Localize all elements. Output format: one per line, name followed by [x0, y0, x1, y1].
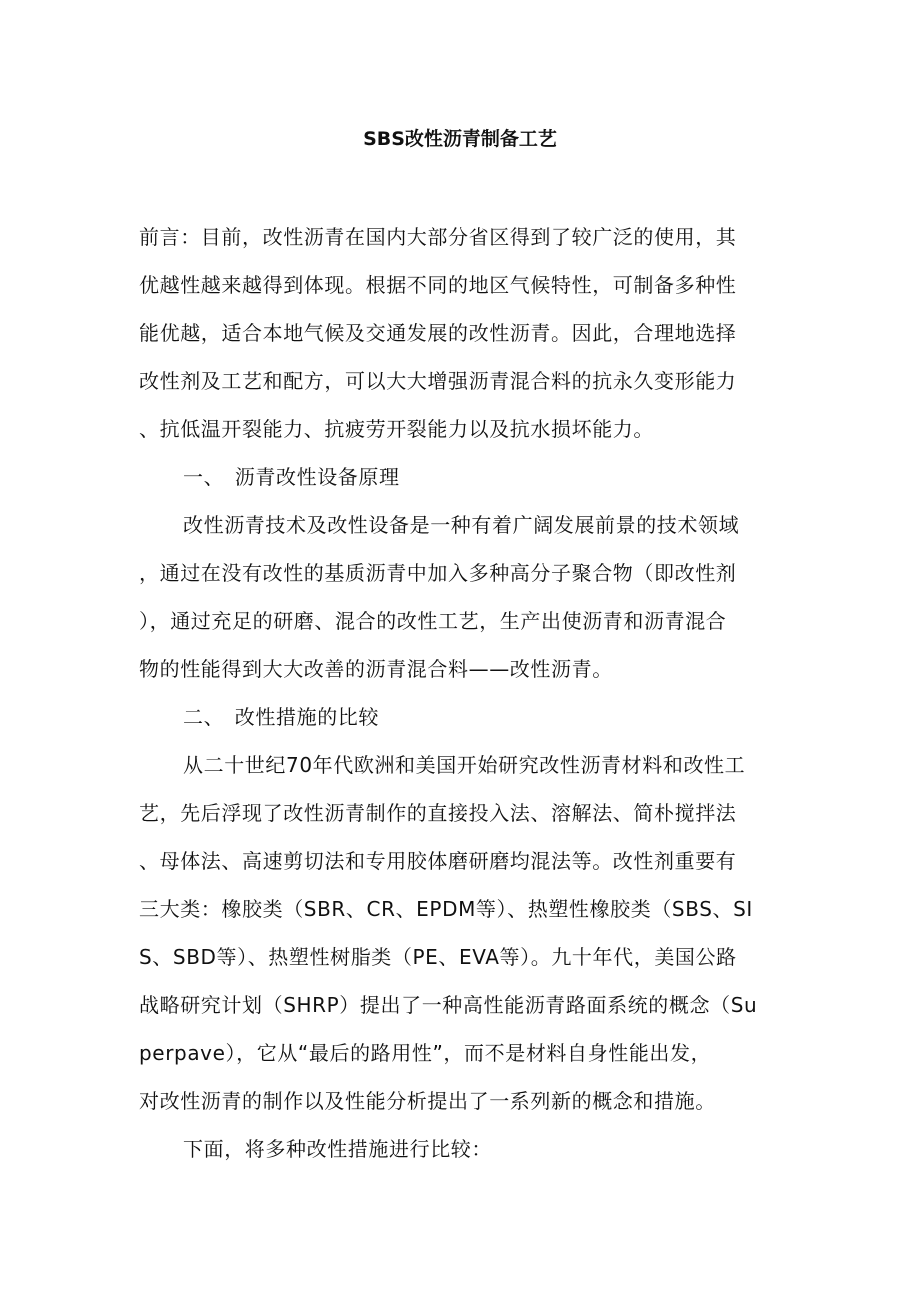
text-line: 、母体法、高速剪切法和专用胶体磨研磨均混法等。改性剂重要有 — [139, 849, 737, 873]
text-line: ），通过充足的研磨、混合的改性工艺，生产出使沥青和沥青混合 — [139, 609, 727, 633]
section-heading: 二、 改性措施的比较 — [183, 705, 379, 729]
document-title: SBS改性沥青制备工艺 — [363, 128, 557, 150]
text-line: ，通过在没有改性的基质沥青中加入多种高分子聚合物（即改性剂 — [139, 561, 737, 585]
text-line: 、抗低温开裂能力、抗疲劳开裂能力以及抗水损坏能力。 — [139, 417, 654, 441]
text-line: S、SBD等）、热塑性树脂类（PE、EVA等）。九十年代，美国公路 — [139, 945, 737, 969]
text-line: 优越性越来越得到体现。根据不同的地区气候特性，可制备多种性 — [139, 273, 737, 297]
text-line: 三大类：橡胶类（SBR、CR、EPDM等）、热塑性橡胶类（SBS、SI — [139, 897, 753, 921]
text-line: 从二十世纪70年代欧洲和美国开始研究改性沥青材料和改性工 — [183, 753, 746, 777]
text-line: 艺，先后浮现了改性沥青制作的直接投入法、溶解法、简朴搅拌法 — [139, 801, 737, 825]
text-line: 战略研究计划（SHRP）提出了一种高性能沥青路面系统的概念（Su — [139, 993, 758, 1017]
text-line: 能优越，适合本地气候及交通发展的改性沥青。因此，合理地选择 — [139, 321, 737, 345]
text-line: 对改性沥青的制作以及性能分析提出了一系列新的概念和措施。 — [139, 1089, 716, 1113]
section-heading: 一、 沥青改性设备原理 — [183, 465, 400, 489]
text-line: perpave），它从“最后的路用性”，而不是材料自身性能出发， — [139, 1041, 712, 1065]
text-line: 下面，将多种改性措施进行比较： — [183, 1137, 492, 1161]
text-line: 改性沥青技术及改性设备是一种有着广阔发展前景的技术领域 — [183, 513, 740, 537]
text-line: 前言：目前，改性沥青在国内大部分省区得到了较广泛的使用，其 — [139, 225, 737, 249]
text-line: 物的性能得到大大改善的沥青混合料——改性沥青。 — [139, 657, 613, 681]
text-line: 改性剂及工艺和配方，可以大大增强沥青混合料的抗永久变形能力 — [139, 369, 737, 393]
